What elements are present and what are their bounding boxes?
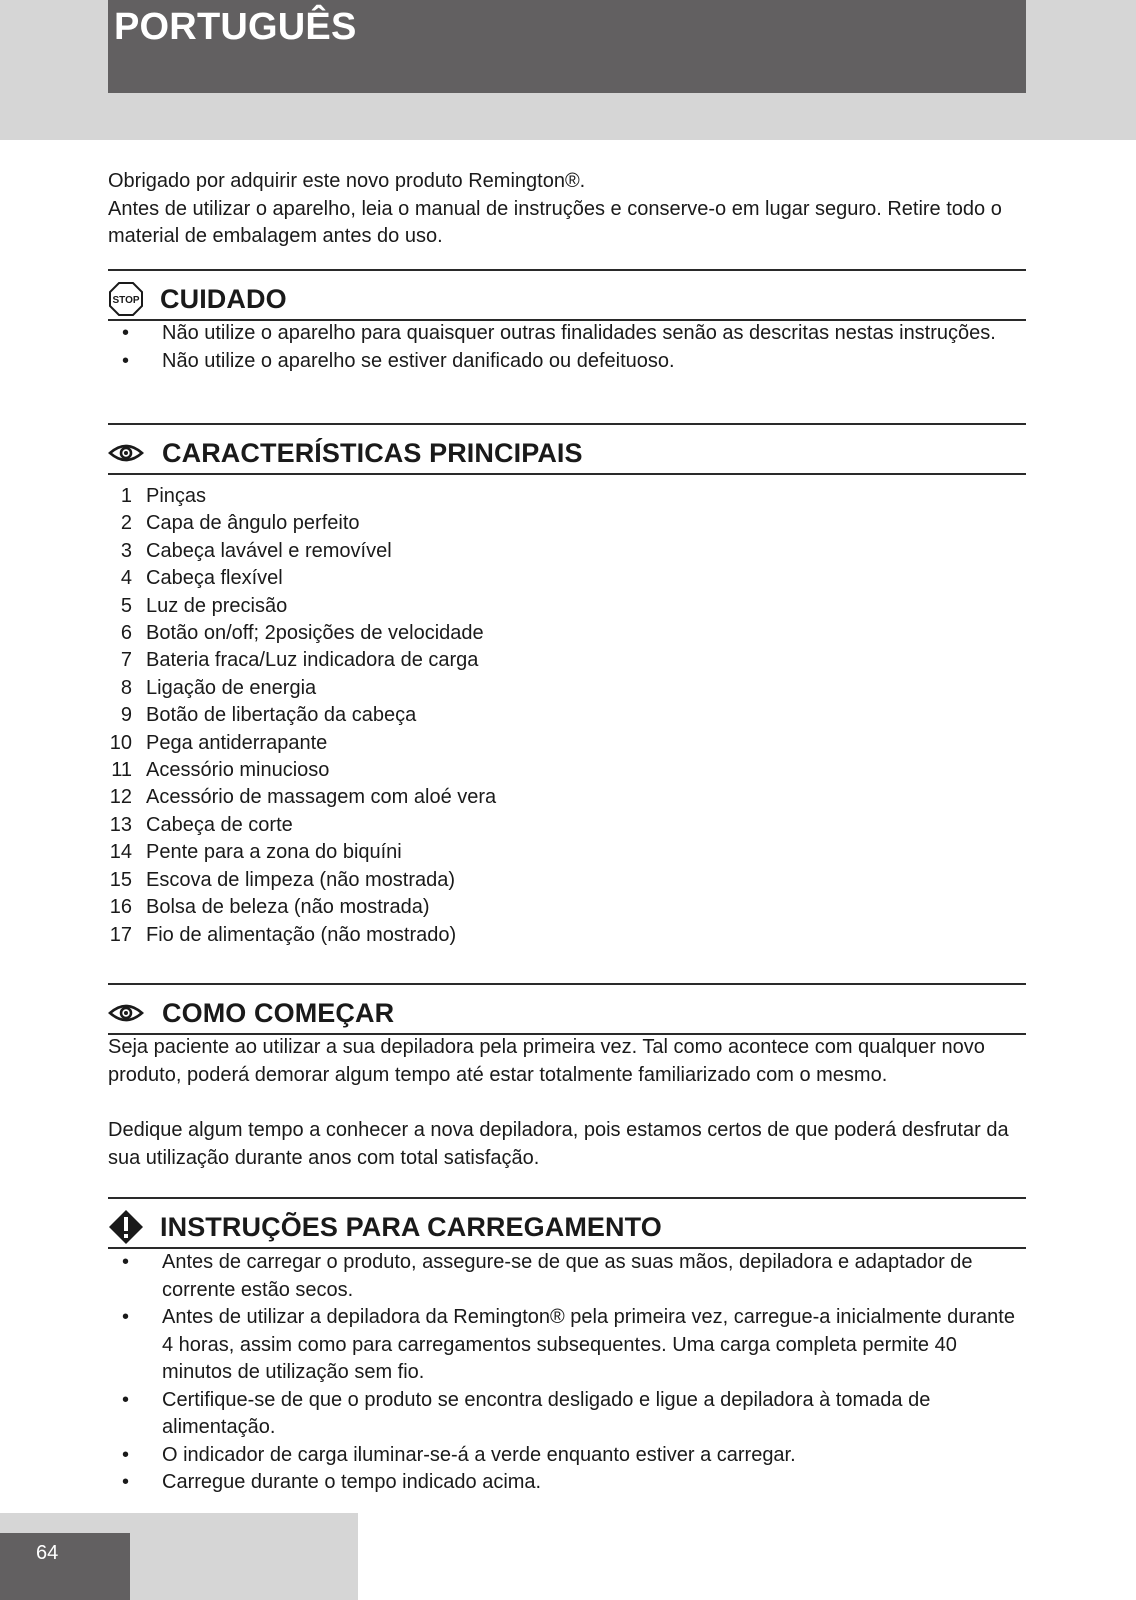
list-item: • O indicador de carga iluminar-se-á a verde enquanto estiver a carregar. bbox=[108, 1442, 1026, 1470]
charging-title: INSTRUÇÕES PARA CARREGAMENTO bbox=[160, 1211, 662, 1242]
getting-started-top-rule bbox=[108, 983, 1026, 985]
list-item: • Não utilize o aparelho para quaisquer outras finalidades senão as descritas nestas instruções. bbox=[108, 320, 1026, 348]
list-item: 2 Capa de ângulo perfeito bbox=[120, 512, 360, 535]
bullet-icon: • bbox=[122, 1251, 130, 1273]
intro-text bbox=[108, 168, 1026, 251]
list-item: 17 Fio de alimentação (não mostrado) bbox=[109, 923, 457, 946]
list-item: • Não utilize o aparelho se estiver danificado ou defeituoso. bbox=[108, 348, 1026, 376]
list-item: 6 Botão on/off; 2posições de velocidade bbox=[120, 622, 484, 645]
features-heading bbox=[108, 435, 583, 471]
bullet-icon: • bbox=[122, 1471, 130, 1493]
stop-icon bbox=[108, 281, 144, 317]
getting-started-title: COMO COMEÇAR bbox=[162, 997, 395, 1028]
features-list bbox=[108, 483, 708, 949]
features-title: CARACTERÍSTICAS PRINCIPAIS bbox=[162, 437, 583, 468]
charging-top-rule bbox=[108, 1197, 1026, 1199]
list-item: 15 Escova de limpeza (não mostrada) bbox=[109, 868, 456, 891]
svg-text:STOP: STOP bbox=[112, 295, 140, 306]
list-item: • Carregue durante o tempo indicado acima. bbox=[108, 1469, 1026, 1497]
getting-started-paragraph-2: Dedique algum tempo a conhecer a nova depiladora, pois estamos certos de que poderá desfrutar da sua utilização durante anos com total satisfação. bbox=[108, 1119, 1009, 1169]
caution-title: CUIDADO bbox=[160, 283, 287, 314]
page-number-box bbox=[0, 1533, 130, 1600]
list-item: • Antes de utilizar a depiladora da Remington® pela primeira vez, carregue-a inicialmente durante 4 horas, assim como para carregamentos subsequentes. Uma carga completa permite 40 minutos de utilização sem fio. bbox=[122, 1306, 1015, 1383]
page-number: 64 bbox=[36, 1542, 59, 1564]
intro-line-1: Obrigado por adquirir este novo produto Remington®. bbox=[108, 170, 586, 192]
list-item: 12 Acessório de massagem com aloé vera bbox=[109, 786, 497, 809]
getting-started-heading bbox=[108, 995, 394, 1031]
caution-top-rule bbox=[108, 269, 1026, 271]
list-item: 13 Cabeça de corte bbox=[109, 813, 293, 836]
charging-heading bbox=[108, 1209, 662, 1245]
caution-list bbox=[108, 320, 1026, 375]
list-item: 3 Cabeça lavável e removível bbox=[120, 539, 392, 562]
list-item: 10 Pega antiderrapante bbox=[109, 731, 328, 754]
list-item: 11 Acessório minucioso bbox=[111, 759, 330, 782]
features-bottom-rule bbox=[108, 473, 1026, 475]
charging-list bbox=[108, 1249, 1026, 1497]
bullet-icon: • bbox=[122, 1388, 130, 1411]
list-item: • Certifique-se de que o produto se encontra desligado e ligue a depiladora à tomada de alimentação. bbox=[122, 1388, 931, 1438]
list-item: • Antes de carregar o produto, assegure-se de que as suas mãos, depiladora e adaptador de corrente estão secos. bbox=[122, 1251, 973, 1301]
getting-started-paragraph-1: Seja paciente ao utilizar a sua depiladora pela primeira vez. Tal como acontece com qualquer novo produto, poderá demorar algum tempo até estar totalmente familiarizado com o mesmo. bbox=[108, 1036, 985, 1086]
bullet-icon: • bbox=[122, 349, 130, 372]
list-item: 8 Ligação de energia bbox=[120, 676, 317, 699]
bullet-icon: • bbox=[122, 322, 130, 344]
list-item: 5 Luz de precisão bbox=[120, 594, 288, 617]
list-item: 14 Pente para a zona do biquíni bbox=[109, 841, 402, 864]
list-item: 7 Bateria fraca/Luz indicadora de carga bbox=[120, 649, 479, 672]
eye-icon bbox=[108, 1001, 144, 1025]
list-item: 1 Pinças bbox=[120, 485, 207, 507]
list-item: 9 Botão de libertação da cabeça bbox=[120, 704, 417, 727]
caution-heading bbox=[108, 281, 287, 317]
language-title: PORTUGUÊS bbox=[114, 6, 357, 48]
list-item: 4 Cabeça flexível bbox=[120, 567, 283, 590]
eye-icon bbox=[108, 441, 144, 465]
bullet-icon: • bbox=[122, 1306, 130, 1328]
features-top-rule bbox=[108, 423, 1026, 425]
bullet-icon: • bbox=[122, 1443, 130, 1466]
list-item: 16 Bolsa de beleza (não mostrada) bbox=[109, 896, 430, 919]
warning-icon bbox=[108, 1209, 144, 1245]
intro-line-2: Antes de utilizar o aparelho, leia o manual de instruções e conserve-o em lugar seguro. Retire todo o material de embalagem antes do uso. bbox=[108, 197, 1002, 247]
